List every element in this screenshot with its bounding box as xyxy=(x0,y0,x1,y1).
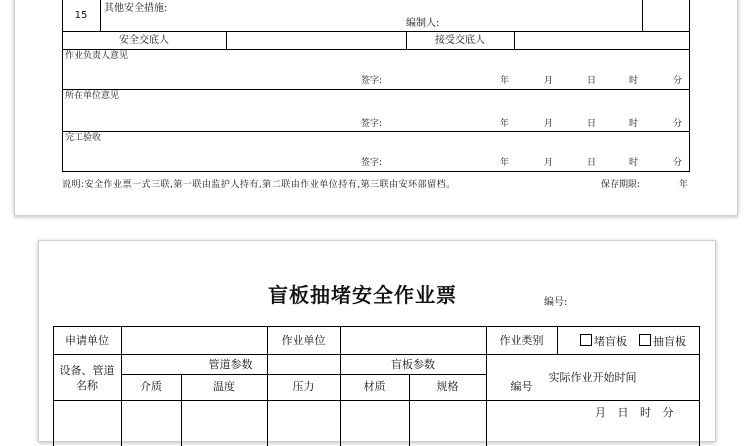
table-border-right xyxy=(699,326,700,446)
option-plug-blind[interactable]: 堵盲板 xyxy=(580,334,627,347)
row-line-table-bottom xyxy=(62,171,690,172)
form-number-label: 编号: xyxy=(544,297,568,308)
row-number: 15 xyxy=(74,10,88,21)
blind-plate-ticket-sheet xyxy=(38,240,716,442)
other-safety-measures-label: 其他安全措施: xyxy=(104,3,168,14)
number-label: 编号 xyxy=(510,380,533,393)
hour-label: 时 xyxy=(629,76,639,86)
spec-label: 规格 xyxy=(436,380,459,393)
briefing-receiver-label: 接受交底人 xyxy=(435,35,485,46)
opinion-label: 所在单位意见 xyxy=(65,91,120,101)
form-title: 盲板抽堵安全作业票 xyxy=(268,283,457,307)
year-label: 年 xyxy=(500,76,510,86)
signature-label: 签字: xyxy=(361,76,383,86)
pipe-params-label: 管道参数 xyxy=(208,358,253,371)
hour-label: 时 xyxy=(629,158,639,168)
work-unit-label: 作业单位 xyxy=(281,334,326,347)
material-label: 材质 xyxy=(363,380,386,393)
row-line-opinion-1-bottom xyxy=(62,89,690,90)
minute-label: 分 xyxy=(673,158,683,168)
minute-label: 分 xyxy=(673,119,683,129)
year-label: 年 xyxy=(500,119,510,129)
month-label: 月 xyxy=(544,119,554,129)
retention-unit: 年 xyxy=(679,180,689,190)
checkbox-icon[interactable] xyxy=(639,334,651,346)
col-line xyxy=(340,326,341,354)
hour-label: 时 xyxy=(629,119,639,129)
option-remove-blind[interactable]: 抽盲板 xyxy=(639,334,686,347)
footnote: 说明:安全作业票一式三联,第一联由监护人持有,第二联由作业单位持有,第三联由安环部留档。 xyxy=(62,180,456,190)
col-divider-row15-no xyxy=(100,0,101,31)
table-border-right xyxy=(689,0,690,172)
checkbox-icon[interactable] xyxy=(580,334,592,346)
col-divider-handover-3 xyxy=(514,31,515,49)
pressure-label: 压力 xyxy=(292,380,315,393)
table-line-row2-mid xyxy=(121,374,486,375)
row-line-15-bottom xyxy=(62,31,690,32)
year-label: 年 xyxy=(500,158,510,168)
col-line xyxy=(557,326,558,354)
day-label: 日 xyxy=(587,158,597,168)
table-border-left xyxy=(62,0,63,172)
row-line-opinion-2-bottom xyxy=(62,131,690,132)
apply-unit-label: 申请单位 xyxy=(65,334,109,347)
month-label: 月 xyxy=(544,158,554,168)
equipment-pipe-label: 设备、管道 xyxy=(59,364,115,377)
safety-briefer-label: 安全交底人 xyxy=(119,35,169,46)
blind-params-label: 盲板参数 xyxy=(391,358,435,371)
safety-ticket-sheet-top xyxy=(14,0,738,216)
signature-label: 签字: xyxy=(361,158,383,168)
minute-label: 分 xyxy=(673,76,683,86)
day-label: 日 xyxy=(587,119,597,129)
table-line-row3 xyxy=(53,400,700,401)
col-divider-row15-right xyxy=(642,0,643,31)
table-top-line xyxy=(53,326,700,327)
medium-label: 介质 xyxy=(140,380,162,393)
equipment-name-label: 名称 xyxy=(76,379,98,392)
compiler-label: 编制人: xyxy=(406,18,440,29)
row-line-handover-bottom xyxy=(62,49,690,50)
opinion-label: 完工验收 xyxy=(65,133,102,143)
actual-start-time-label: 实际作业开始时间 xyxy=(548,371,637,384)
month-label: 月 xyxy=(544,76,554,86)
col-divider-handover-1 xyxy=(226,31,227,49)
work-type-label: 作业类别 xyxy=(499,334,544,347)
retention-label: 保存期限: xyxy=(601,180,641,190)
temperature-label: 温度 xyxy=(213,380,235,393)
start-time-fields: 月 日 时 分 xyxy=(595,406,674,419)
table-line-row1 xyxy=(53,354,700,355)
signature-label: 签字: xyxy=(361,119,383,129)
day-label: 日 xyxy=(587,76,597,86)
opinion-label: 作业负责人意见 xyxy=(65,51,129,61)
